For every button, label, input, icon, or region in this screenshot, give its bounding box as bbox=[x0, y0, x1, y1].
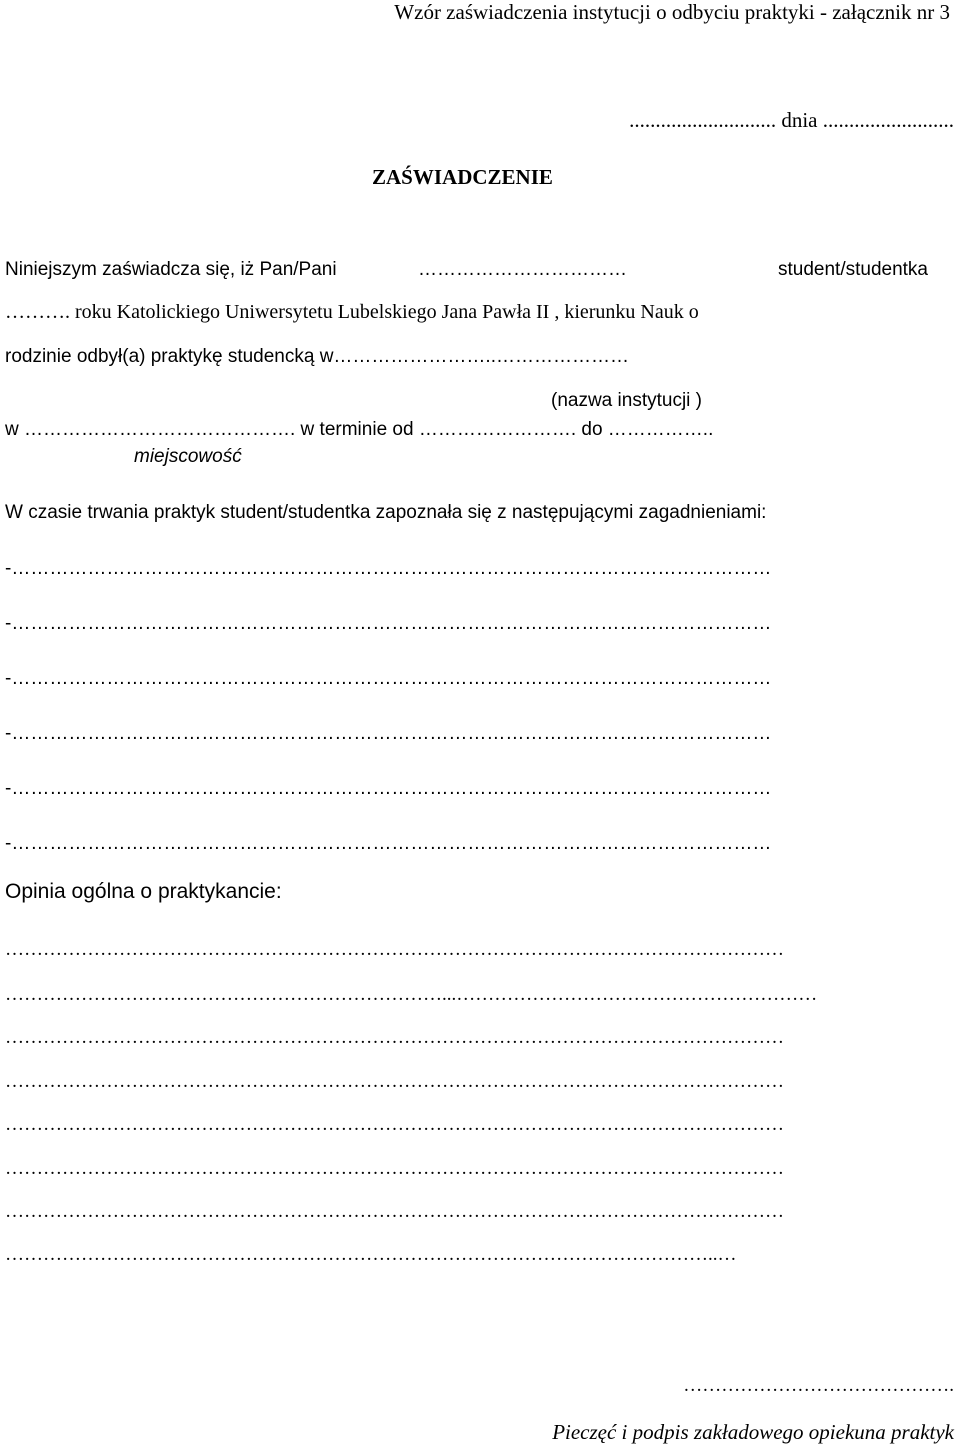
topic-line: -………………………………………………………………………………………………………… bbox=[5, 833, 772, 854]
topic-line: -………………………………………………………………………………………………………… bbox=[5, 613, 772, 634]
location-caption: miejscowość bbox=[134, 446, 242, 467]
body-line-4: w ……………………………………. w terminie od ……………………. do …………….. bbox=[5, 419, 714, 440]
topic-line: -………………………………………………………………………………………………………… bbox=[5, 723, 772, 744]
date-line: ............................ dnia ......................... bbox=[629, 108, 954, 132]
document-heading: ZAŚWIADCZENIE bbox=[372, 165, 553, 189]
body-line-1-left: Niniejszym zaświadcza się, iż Pan/Pani bbox=[5, 259, 337, 280]
topic-line: -………………………………………………………………………………………………………… bbox=[5, 778, 772, 799]
body-line-3: rodzinie odbył(a) praktykę studencką w……………………..………………… bbox=[5, 346, 629, 367]
body-line-2: ………. roku Katolickiego Uniwersytetu Lubelskiego Jana Pawła II , kierunku Nauk o bbox=[5, 301, 699, 323]
opinion-line: …………………………………………………………………………………………………………… bbox=[5, 1027, 784, 1048]
body-line-1-dots: …………………………… bbox=[418, 259, 627, 280]
body-line-1-right: student/studentka bbox=[778, 259, 928, 280]
opinion-line: …………………………………………………………………………………………………………… bbox=[5, 1201, 784, 1222]
institution-caption: (nazwa instytucji ) bbox=[551, 390, 702, 411]
topic-line: -………………………………………………………………………………………………………… bbox=[5, 668, 772, 689]
opinion-line: …………………………………………………………………………………………………..… bbox=[5, 1244, 737, 1265]
signature-caption: Pieczęć i podpis zakładowego opiekuna praktyk bbox=[552, 1420, 954, 1444]
opinion-line: …………………………………………………………………………………………………………… bbox=[5, 1114, 784, 1135]
document-header-title: Wzór zaświadczenia instytucji o odbyciu praktyki - załącznik nr 3 bbox=[394, 0, 950, 24]
signature-dots: ……………………………………. bbox=[683, 1375, 954, 1396]
opinion-line: …………………………………………………………………………………………………………… bbox=[5, 1158, 784, 1179]
opinion-line: …………………………………………………………………………………………………………… bbox=[5, 939, 784, 960]
opinion-line: ……………………………………………………………...………………………………………………… bbox=[5, 984, 818, 1005]
opinion-label: Opinia ogólna o praktykancie: bbox=[5, 880, 282, 903]
opinion-line: …………………………………………………………………………………………………………… bbox=[5, 1071, 784, 1092]
topic-line: -………………………………………………………………………………………………………… bbox=[5, 558, 772, 579]
topics-intro: W czasie trwania praktyk student/studentka zapoznała się z następującymi zagadnieniami: bbox=[5, 502, 767, 523]
